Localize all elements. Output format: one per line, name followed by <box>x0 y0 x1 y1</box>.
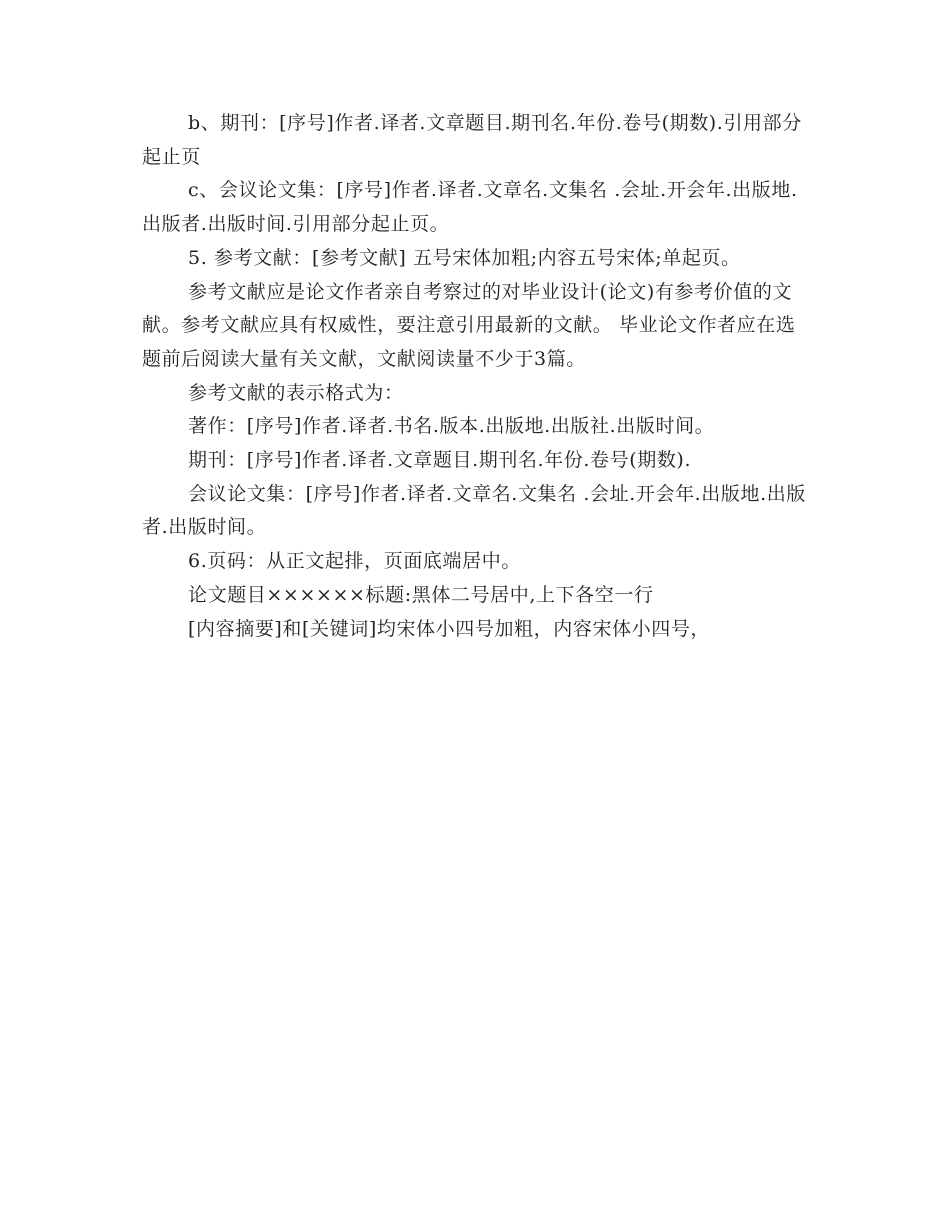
paragraph-title-rule: 论文题目××××××标题:黑体二号居中,上下各空一行 <box>188 583 654 606</box>
paragraph-conference-format-c: c、会议论文集：[序号]作者.译者.文章名.文集名 .会址.开会年.出版地.出版者.出版时间.引用部分起止页。 <box>142 179 798 236</box>
paragraph-references-heading-rule: 5. 参考文献：[参考文献] 五号宋体加粗;内容五号宋体;单起页。 <box>188 246 741 269</box>
document-body <box>142 107 814 646</box>
paragraph-references-requirements: 参考文献应是论文作者亲自考察过的对毕业设计(论文)有参考价值的文献。参考文献应具有权威性，要注意引用最新的文献。 毕业论文作者应在选题前后阅读大量有关文献，文献阅读量不少于3篇。 <box>142 280 796 370</box>
paragraph-book-format: 著作：[序号]作者.译者.书名.版本.出版地.出版社.出版时间。 <box>188 415 715 438</box>
paragraph-abstract-keywords-rule: [内容摘要]和[关键词]均宋体小四号加粗，内容宋体小四号， <box>188 617 711 640</box>
paragraph-journal-format: 期刊：[序号]作者.译者.文章题目.期刊名.年份.卷号(期数). <box>188 449 692 472</box>
paragraph-page-number-rule: 6.页码：从正文起排，页面底端居中。 <box>188 550 521 573</box>
paragraph-reference-format-intro: 参考文献的表示格式为： <box>188 381 404 404</box>
paragraph-conference-format: 会议论文集：[序号]作者.译者.文章名.文集名 .会址.开会年.出版地.出版者.出版时间。 <box>142 482 806 539</box>
paragraph-journal-format-b: b、期刊：[序号]作者.译者.文章题目.期刊名.年份.卷号(期数).引用部分起止页 <box>142 112 802 168</box>
